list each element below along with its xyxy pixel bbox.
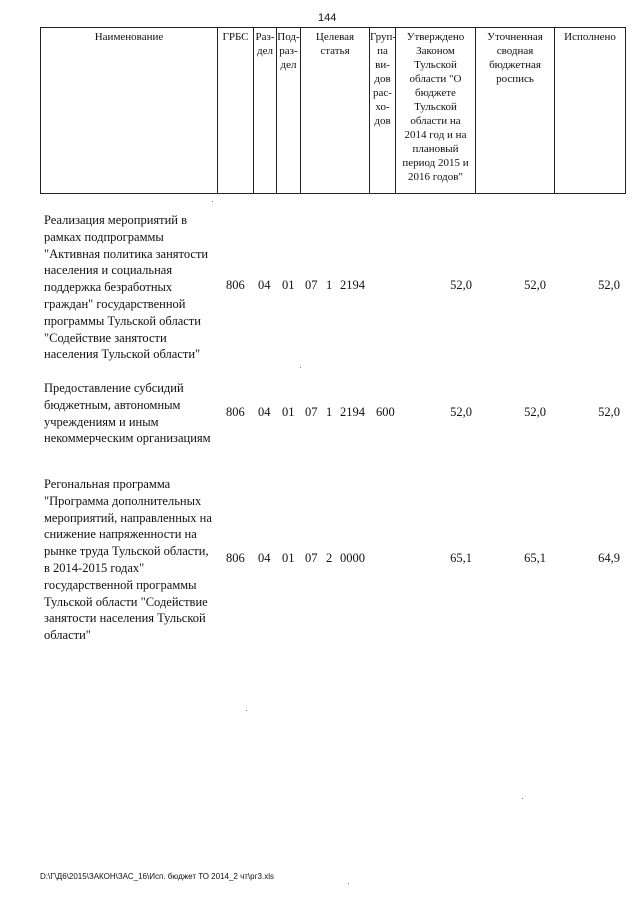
row-3-podrazdel: 01: [282, 551, 295, 565]
row-1-utverzhdeno: 52,0: [450, 278, 472, 292]
row-2-ts1: 07: [305, 405, 318, 419]
footer-file-path: D:\Г\Д6\2015\ЗАКОН\ЗАС_16\Исп. бюджет ТО 2014_2 чт\рг3.xls: [40, 872, 274, 881]
row-2-razdel: 04: [258, 405, 271, 419]
row-2-ts3: 2194: [340, 405, 365, 419]
row-2-ts2: 1: [326, 405, 333, 419]
row-2-utochnennaya: 52,0: [524, 405, 546, 419]
row-3-ts3: 0000: [340, 551, 365, 565]
row-2-podrazdel: 01: [282, 405, 295, 419]
row-2-gruppa: 600: [376, 405, 395, 419]
row-3-grbs: 806: [226, 551, 245, 565]
scan-speck: [246, 710, 247, 711]
scan-speck: [300, 367, 301, 368]
row-2-grbs: 806: [226, 405, 245, 419]
row-3-ts1: 07: [305, 551, 318, 565]
header-utverzhdeno: Утверждено Законом Тульской области "О бюджете Тульской области на 2014 год и на плановый период 2015 и 2016 годов": [395, 28, 475, 193]
row-2-utverzhdeno: 52,0: [450, 405, 472, 419]
row-1-grbs: 806: [226, 278, 245, 292]
header-utochnennaya-rospis: Уточненная сводная бюджетная роспись: [475, 28, 554, 193]
row-3-utochnennaya: 65,1: [524, 551, 546, 565]
row-1-utochnennaya: 52,0: [524, 278, 546, 292]
header-ispolneno: Исполнено: [554, 28, 625, 193]
header-name: Наименование: [94, 31, 164, 43]
row-3-razdel: 04: [258, 551, 271, 565]
page-number: 144: [318, 12, 337, 24]
row-1-podrazdel: 01: [282, 278, 295, 292]
row-1-razdel: 04: [258, 278, 271, 292]
header-gruppa-vidov-raskhodov: Груп- па ви- дов рас- хо- дов: [369, 28, 395, 193]
row-2-name: Предоставление субсидий бюджетным, автономным учреждениям и иным некоммерческим организациям: [44, 381, 211, 446]
scan-speck: [348, 883, 349, 884]
row-3-utverzhdeno: 65,1: [450, 551, 472, 565]
row-1-ts3: 2194: [340, 278, 365, 292]
row-1-name: Реализация мероприятий в рамках подпрограммы "Активная политика занятости населения и социальная поддержка безработных граждан" государственной программы Тульской области "Содействие занятости населения Тульской области": [44, 213, 209, 362]
row-1-ispolneno: 52,0: [598, 278, 620, 292]
scan-speck: [212, 201, 213, 202]
table-header: [40, 27, 626, 194]
row-2-ispolneno: 52,0: [598, 405, 620, 419]
row-3-ispolneno: 64,9: [598, 551, 620, 565]
row-3-ts2: 2: [326, 551, 333, 565]
row-3-name: Регональная программа "Программа дополнительных мероприятий, направленных на снижение напряженности на рынке труда Тульской области, в 2014-2015 годах" государственной программы Тульской области "Содействие занятости населения Тульской области": [44, 477, 212, 643]
header-grbs: ГРБС: [217, 28, 253, 193]
header-razdel: Раз- дел: [253, 28, 276, 193]
scan-speck: [522, 798, 523, 799]
row-1-ts1: 07: [305, 278, 318, 292]
header-tselevaya-statya: Целевая статья: [300, 28, 369, 193]
header-podrazdel: Под- раз- дел: [276, 28, 300, 193]
row-1-ts2: 1: [326, 278, 333, 292]
